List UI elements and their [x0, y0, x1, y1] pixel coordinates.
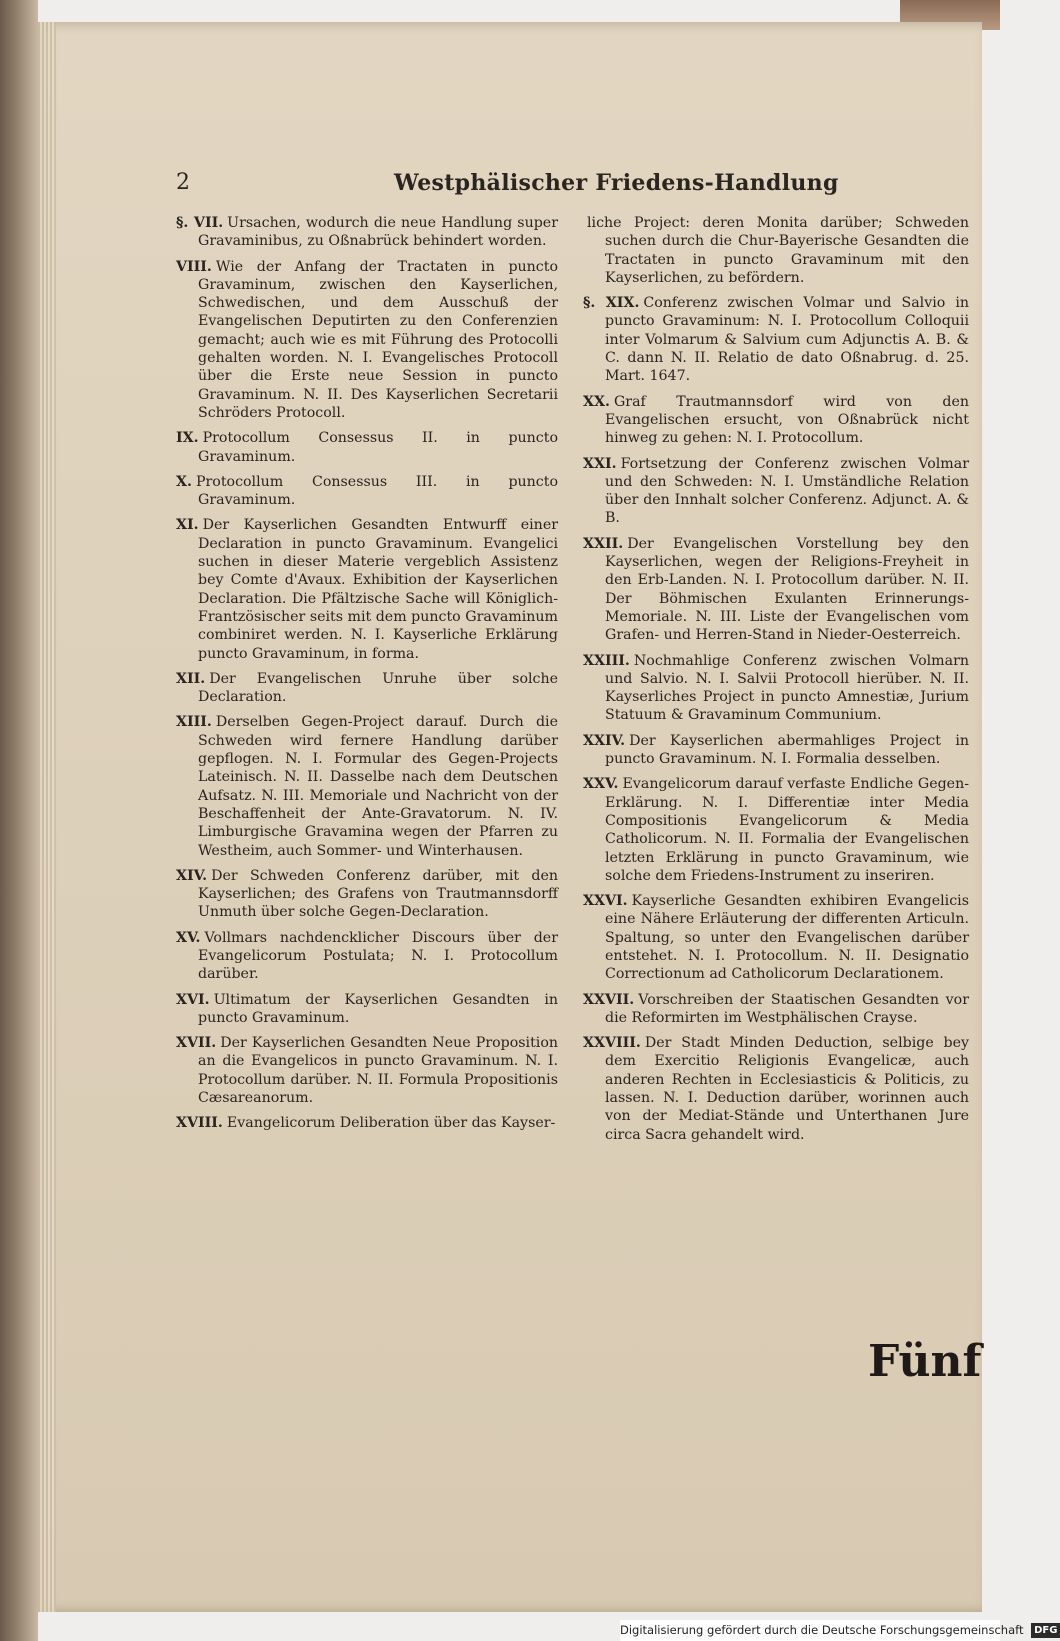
entry-text: Graf Trautmannsdorf wird von den Evangelischen ersucht, von Oßnabrück nicht hinweg zu gehen: N. I. Protocollum.: [605, 393, 969, 447]
entry-text: Der Kayserlichen abermahliges Project in puncto Gravaminum. N. I. Formalia desselben.: [605, 732, 969, 768]
entry-text: Der Kayserlichen Gesandten Neue Proposition an die Evangelicos in puncto Gravaminum. N. I. Protocollum darüber. N. II. Formula Propositionis Cæsareanorum.: [198, 1035, 558, 1107]
entry-text: Protocollum Consessus II. in puncto Gravaminum.: [198, 430, 558, 465]
entry-number: §. VII.: [176, 215, 224, 231]
entry-text: Vorschreiben der Staatischen Gesandten vor die Reformirten im Westphälischen Crayse.: [605, 991, 969, 1026]
entry-text: Evangelicorum Deliberation über das Kayser-: [226, 1115, 556, 1132]
book-binding: [0, 0, 38, 1641]
entry-number: XXII.: [583, 535, 624, 552]
entry-number: §. XIX.: [583, 295, 640, 312]
left-column: [176, 214, 558, 1140]
entry-text: Evangelicorum darauf verfaste Endliche Gegen-Erklärung. N. I. Differentiæ inter Media Compositionis Evangelicorum & Media Catholicorum. N. II. Formalia der Evangelischen letzten Erklärung in puncto Gravaminum, wie solche dem Friedens-Instrument zu inseriren.: [605, 776, 969, 884]
entry-number: XV.: [176, 929, 201, 946]
toc-entry: [176, 1114, 558, 1132]
toc-entry: [583, 393, 969, 448]
toc-entry: [583, 294, 969, 385]
toc-entry: [583, 455, 969, 528]
entry-number: XXI.: [583, 455, 617, 472]
entry-text: Der Kayserlichen Gesandten Entwurff einer Declaration in puncto Gravaminum. Evangelici suchen in dieser Materie vergeblich Assistenz bey Comte d'Avaux. Exhibition der Kayserlichen Declaration. Die Pfältzische Sache will Königlich-Frantzösischer seits mit dem puncto Gravaminum combiniret werden. N. I. Kayserliche Erklärung puncto Gravaminum, in forma.: [198, 517, 558, 662]
digitization-credit: [620, 1620, 1058, 1641]
entry-number: XXVI.: [583, 893, 628, 910]
page-header: [176, 168, 839, 208]
toc-entry: [583, 892, 969, 983]
toc-entry: [176, 473, 558, 510]
toc-entry: [583, 652, 969, 725]
entry-text: Ursachen, wodurch die neue Handlung super Gravaminibus, zu Oßnabrück behindert worden.: [198, 215, 558, 250]
entry-text: Conferenz zwischen Volmar und Salvio in puncto Gravaminum: N. I. Protocollum Colloquii inter Volmarum & Salvium cum Adjunctis A. B. & C. dann N. II. Relatio de dato Oßnabrug. d. 25. Mart. 1647.: [605, 295, 969, 385]
entry-number: XXV.: [583, 776, 619, 793]
entry-text: Ultimatum der Kayserlichen Gesandten in puncto Gravaminum.: [198, 991, 558, 1026]
toc-entry: [176, 516, 558, 662]
entry-number: IX.: [176, 430, 199, 447]
entry-number: XIII.: [176, 714, 212, 731]
toc-entry: [176, 929, 558, 984]
page-edges: [38, 22, 56, 1612]
entry-text: Wie der Anfang der Tractaten in puncto Gravaminum, zwischen den Kayserlichen, Schwedischen, und dem Ausschuß der Evangelischen Deputirten zu den Conferenzien gemacht; auch wie es mit Führung des Protocolli gehalten worden. N. I. Evangelisches Protocoll über die Erste neue Session in puncto Gravaminum. N. II. Des Kayserlichen Secretarii Schröders Protocoll.: [198, 258, 558, 421]
toc-entry: [176, 214, 558, 251]
entry-number: XXVIII.: [583, 1035, 641, 1052]
entry-number: XVI.: [176, 991, 210, 1008]
toc-entry: [176, 713, 558, 859]
entry-number: XIV.: [176, 867, 208, 884]
dfg-logo: DFG: [1031, 1623, 1060, 1638]
entry-text: Kayserliche Gesandten exhibiren Evangelicis eine Nähere Erläuterung der differenten Articuln. Spaltung, so unter den Evangelischen darüber entstehet. N. I. Protocollum. N. II. Designatio Correctionum ad Catholicorum Declarationem.: [605, 893, 969, 983]
entry-number: XVIII.: [176, 1115, 223, 1132]
entry-number: X.: [176, 473, 192, 490]
entry-number: XX.: [583, 393, 610, 410]
entry-number: VIII.: [176, 258, 212, 275]
entry-number: XXIII.: [583, 652, 630, 669]
entry-number: XXIV.: [583, 732, 626, 749]
toc-entry: [583, 991, 969, 1028]
entry-text: Derselben Gegen-Project darauf. Durch die Schweden wird fernere Handlung darüber gepflogen. N. I. Formular des Gegen-Projects Lateinisch. N. II. Dasselbe nach dem Deutschen Aufsatz. N. III. Memoriale und Nachricht von der Beschaffenheit der Ante-Gravatorum. N. IV. Limburgische Gravamina wegen der Pfarren zu Westheim, auch Sommer- und Winterhausen.: [198, 714, 558, 859]
credit-text: Digitalisierung gefördert durch die Deutsche Forschungsgemeinschaft: [620, 1623, 1024, 1637]
toc-entry: [176, 429, 558, 466]
entry-text: Der Schweden Conferenz darüber, mit den Kayserlichen; des Grafens von Trautmannsdorff Unmuth über solche Gegen-Declaration.: [198, 867, 558, 921]
entry-number: XXVII.: [583, 991, 635, 1008]
toc-entry: [583, 535, 969, 645]
toc-entry: [583, 732, 969, 769]
entry-text: Protocollum Consessus III. in puncto Gravaminum.: [195, 473, 558, 509]
entry-text: Der Evangelischen Unruhe über solche Declaration.: [198, 670, 558, 706]
entry-number: XVII.: [176, 1035, 217, 1052]
page-number: 2: [176, 170, 190, 195]
toc-entry: [176, 991, 558, 1028]
toc-entry: [176, 258, 558, 423]
entry-text: Nochmahlige Conferenz zwischen Volmarn und Salvio. N. I. Salvii Protocoll hierüber. N. II. Kayserliches Project in puncto Amnestiæ, Jurium Statuum & Gravaminum Communium.: [605, 652, 969, 724]
entry-text: Der Evangelischen Vorstellung bey den Kayserlichen, wegen der Religions-Freyheit in den Erb-Landen. N. I. Protocollum darüber. N. II. Der Böhmischen Exulanten Erinnerungs-Memoriale. N. III. Liste der Evangelischen vom Grafen- und Herren-Stand in Nieder-Oesterreich.: [605, 535, 969, 644]
entry-number: XII.: [176, 670, 206, 687]
entry-text: Fortsetzung der Conferenz zwischen Volmar und den Schweden: N. I. Umständliche Relation über den Innhalt solcher Conferenz. Adjunct. A. & B.: [605, 455, 969, 527]
running-title: Westphälischer Friedens-Handlung: [394, 170, 839, 196]
entry-text: Vollmars nachdencklicher Discours über der Evangelicorum Postulata; N. I. Protocollum darüber.: [198, 929, 558, 983]
toc-entry: [176, 867, 558, 922]
toc-entry: [176, 1034, 558, 1107]
toc-entry: [583, 214, 969, 287]
entry-text: Der Stadt Minden Deduction, selbige bey dem Exercitio Religionis Evangelicæ, auch anderen Rechten in Ecclesiasticis & Politicis, zu lassen. N. I. Deduction darüber, worinnen auch von der Mediat-Stände und Unterthanen Jure circa Sacra gehandelt wird.: [605, 1035, 969, 1143]
toc-entry: [583, 775, 969, 885]
entry-text: liche Project: deren Monita darüber; Schweden suchen durch die Chur-Bayerische Gesandten die Tractaten in puncto Gravaminum mit den Kayserlichen, zu befördern.: [587, 215, 969, 286]
catchword: Fünf: [868, 1336, 982, 1387]
right-column: [583, 214, 969, 1151]
entry-number: XI.: [176, 517, 199, 534]
toc-entry: [176, 670, 558, 707]
toc-entry: [583, 1034, 969, 1144]
